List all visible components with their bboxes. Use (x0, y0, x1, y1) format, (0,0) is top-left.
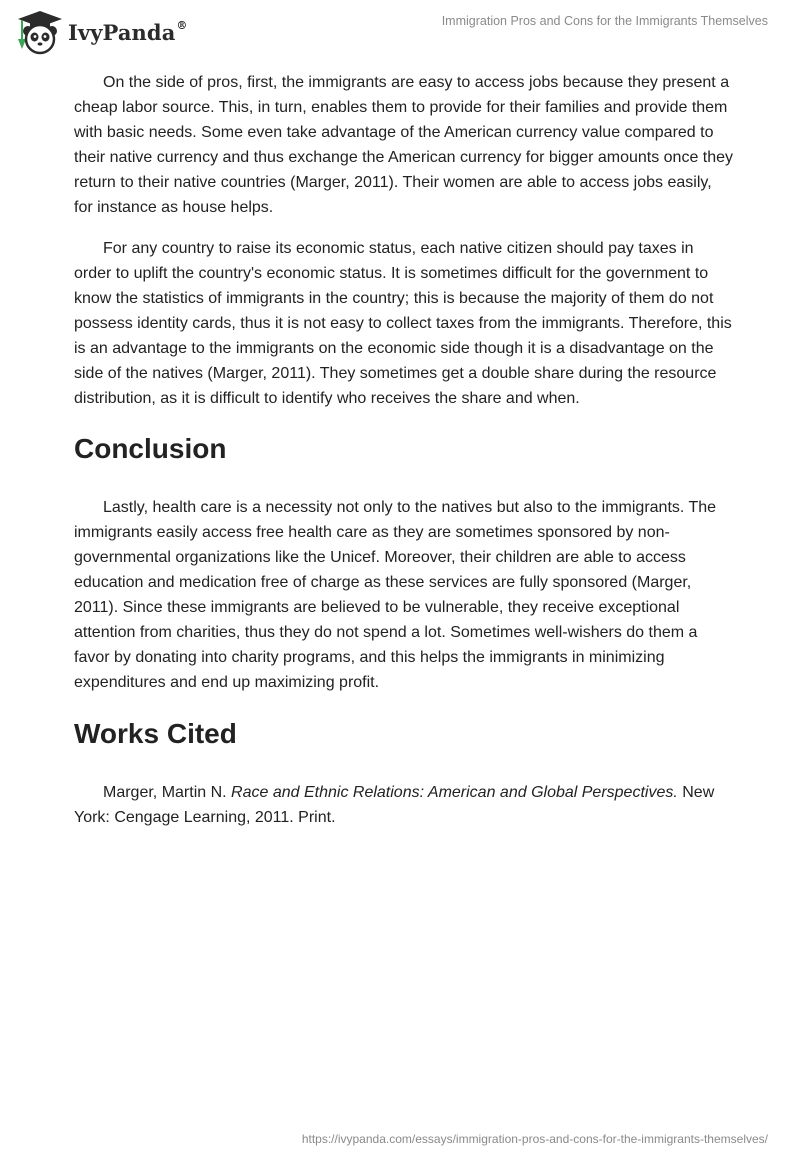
body-paragraph: For any country to raise its economic status, each native citizen should pay taxes in order to uplift the country's economic status. It is sometimes difficult for the government to know the statistics of immigrants in the country; this is because the majority of them do not possess identity cards, thus it is not easy to collect taxes from the immigrants. Therefore, this is an advantage to the immigrants on the economic side though it is a disadvantage on the side of the natives (Marger, 2011). They sometimes get a double share during the resource distribution, as it is difficult to identify who receives the share and when. (74, 240, 732, 407)
brand-name: IvyPanda® (68, 18, 188, 45)
works-cited-heading: Works Cited (74, 718, 237, 749)
brand-logo[interactable] (16, 8, 188, 56)
essay-body (74, 70, 734, 846)
citation-publisher: New York: Cengage Learning, 2011. Print. (74, 784, 715, 826)
conclusion-paragraph: Lastly, health care is a necessity not only to the natives but also to the immigrants. The immigrants easily access free health care as they are sometimes sponsored by non-governmental organizations like the Unicef. Moreover, their children are able to access education and medication free of charge as these services are fully sponsored (Marger, 2011). Since these immigrants are believed to be vulnerable, they receive exceptional attention from charities, thus they do not spend a lot. Sometimes well-wishers do them a favor by donating into charity programs, and this helps the immigrants in minimizing expenditures and end up maximizing profit. (74, 499, 717, 691)
citation-entry (74, 780, 734, 830)
body-paragraph: On the side of pros, first, the immigrants are easy to access jobs because they present a cheap labor source. This, in turn, enables them to provide for their families and provide them with basic needs. Some even take advantage of the American currency value compared to their native currency and thus exchange the American currency for bigger amounts once they return to their native countries (Marger, 2011). Their women are able to access jobs easily, for instance as house helps. (74, 74, 734, 216)
citation-title: Race and Ethnic Relations: American and Global Perspectives. (231, 784, 678, 801)
document-header-title: Immigration Pros and Cons for the Immigrants Themselves (441, 14, 768, 28)
citation-author: Marger, Martin N. (103, 784, 227, 801)
panda-graduate-icon (16, 9, 64, 55)
footer-source-url[interactable]: https://ivypanda.com/essays/immigration-pros-and-cons-for-the-immigrants-themselves/ (301, 1132, 768, 1146)
conclusion-heading: Conclusion (74, 433, 227, 464)
